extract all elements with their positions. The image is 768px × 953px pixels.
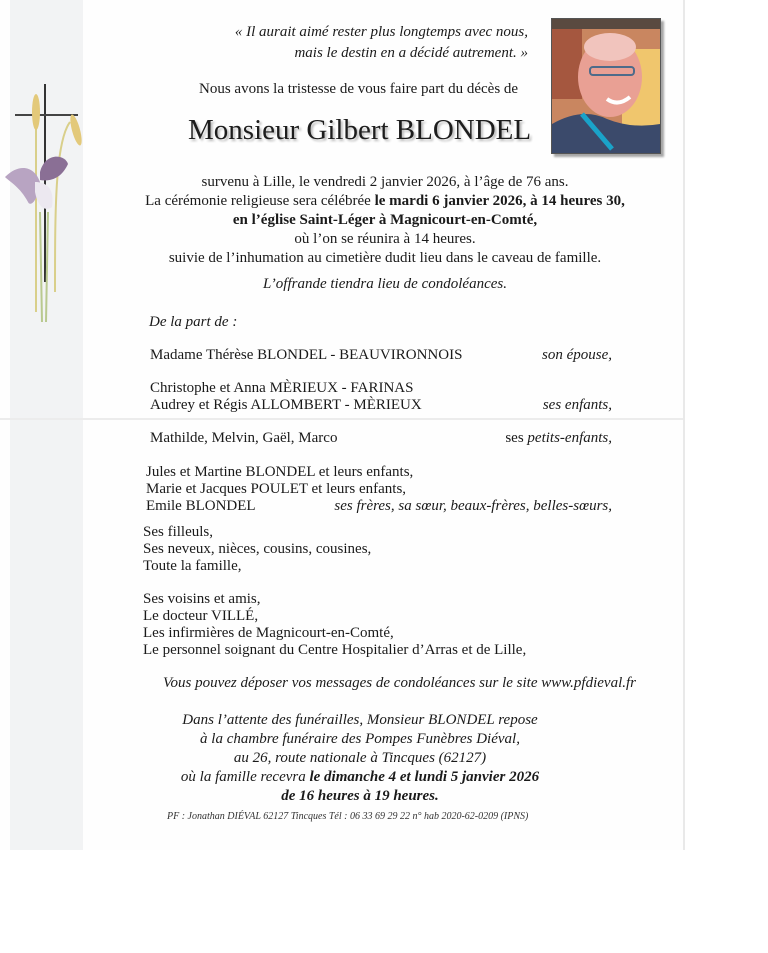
ceremony-location: en l’église Saint-Léger à Magnicourt-en-Comté, [232, 212, 538, 228]
family-name: Madame Thérèse BLONDEL - BEAUVIRONNOIS [150, 347, 463, 363]
family-name: Marie et Jacques POULET et leurs enfants, [146, 481, 407, 497]
family-row-children [150, 380, 612, 414]
quote [235, 22, 528, 64]
ceremony-date: le mardi 6 janvier 2026, à 14 heures 30, [374, 193, 625, 209]
list-item: Les infirmières de Magnicourt-en-Comté, [143, 625, 394, 641]
family-name: Audrey et Régis ALLOMBERT - MÈRIEUX [150, 397, 422, 413]
page-edge [683, 0, 685, 850]
list-item: Toute la famille, [143, 558, 242, 574]
list-item: Ses neveux, nièces, cousins, cousines, [143, 541, 372, 557]
list-item: Ses filleuls, [143, 524, 213, 540]
others-group-1 [143, 524, 371, 575]
offrande-text: L’offrande tiendra lieu de condoléances. [263, 276, 507, 292]
portrait-photo [551, 18, 661, 154]
family-relation [505, 430, 612, 447]
condolences-note [163, 675, 636, 692]
ceremony-prefix: La cérémonie religieuse sera célébrée [145, 193, 375, 209]
fold-line [0, 418, 683, 420]
service-details [90, 173, 680, 268]
family-relation: ses enfants, [542, 397, 612, 413]
funeral-home-footer: PF : Jonathan DIÉVAL 62127 Tincques Tél : 06 33 69 29 22 n° hab 2020-62-0209 (IPNS) [167, 811, 529, 822]
viewing-hours: de 16 heures à 19 heures. [281, 788, 439, 804]
family-relation: son épouse, [542, 347, 612, 363]
quote-line-2: mais le destin en a décidé autrement. » [294, 45, 528, 61]
family-name: Emile BLONDEL [146, 498, 256, 514]
portrait-image [552, 19, 660, 153]
viewing-prefix: où la famille recevra [180, 769, 310, 785]
gathering-time: où l’on se réunira à 14 heures. [294, 231, 476, 247]
ceremony-line [90, 192, 680, 211]
family-row-siblings [146, 464, 612, 515]
family-name: Mathilde, Melvin, Gaël, Marco [150, 430, 338, 446]
family-row-spouse [150, 347, 612, 364]
list-item: Le docteur VILLÉ, [143, 608, 259, 624]
intro-text: Nous avons la tristesse de vous faire part du décès de [199, 81, 519, 97]
deceased-name: Monsieur Gilbert BLONDEL [188, 114, 532, 146]
viewing-dates: le dimanche 4 et lundi 5 janvier 2026 [309, 769, 540, 785]
viewing-details [160, 711, 560, 806]
viewing-line-4 [160, 768, 560, 787]
list-item: Ses voisins et amis, [143, 591, 261, 607]
from-label: De la part de : [149, 314, 238, 330]
family-name: Christophe et Anna MÈRIEUX - FARINAS [150, 380, 414, 396]
others-group-2 [143, 591, 526, 659]
relation-text: petits-enfants, [527, 430, 612, 446]
family-relation: ses frères, sa sœur, beaux-frères, belles-sœurs, [334, 498, 612, 514]
condolences-text: Vous pouvez déposer vos messages de condoléances sur le site [163, 675, 542, 691]
viewing-line-3: au 26, route nationale à Tincques (62127) [233, 750, 487, 766]
relation-prefix: ses [505, 430, 528, 446]
cross-lily-icon [0, 82, 100, 327]
condolences-site-link[interactable]: www.pfdieval.fr [541, 675, 636, 691]
list-item: Le personnel soignant du Centre Hospitalier d’Arras et de Lille, [143, 642, 527, 658]
family-name: Jules et Martine BLONDEL et leurs enfants, [146, 464, 414, 480]
viewing-line-2: à la chambre funéraire des Pompes Funèbres Diéval, [200, 731, 520, 747]
quote-line-1: « Il aurait aimé rester plus longtemps avec nous, [234, 24, 528, 40]
family-row-grandchildren [150, 430, 612, 447]
viewing-line-1: Dans l’attente des funérailles, Monsieur BLONDEL repose [182, 712, 538, 728]
death-info: survenu à Lille, le vendredi 2 janvier 2026, à l’âge de 76 ans. [201, 174, 569, 190]
burial-info: suivie de l’inhumation au cimetière dudit lieu dans le caveau de famille. [168, 250, 602, 266]
